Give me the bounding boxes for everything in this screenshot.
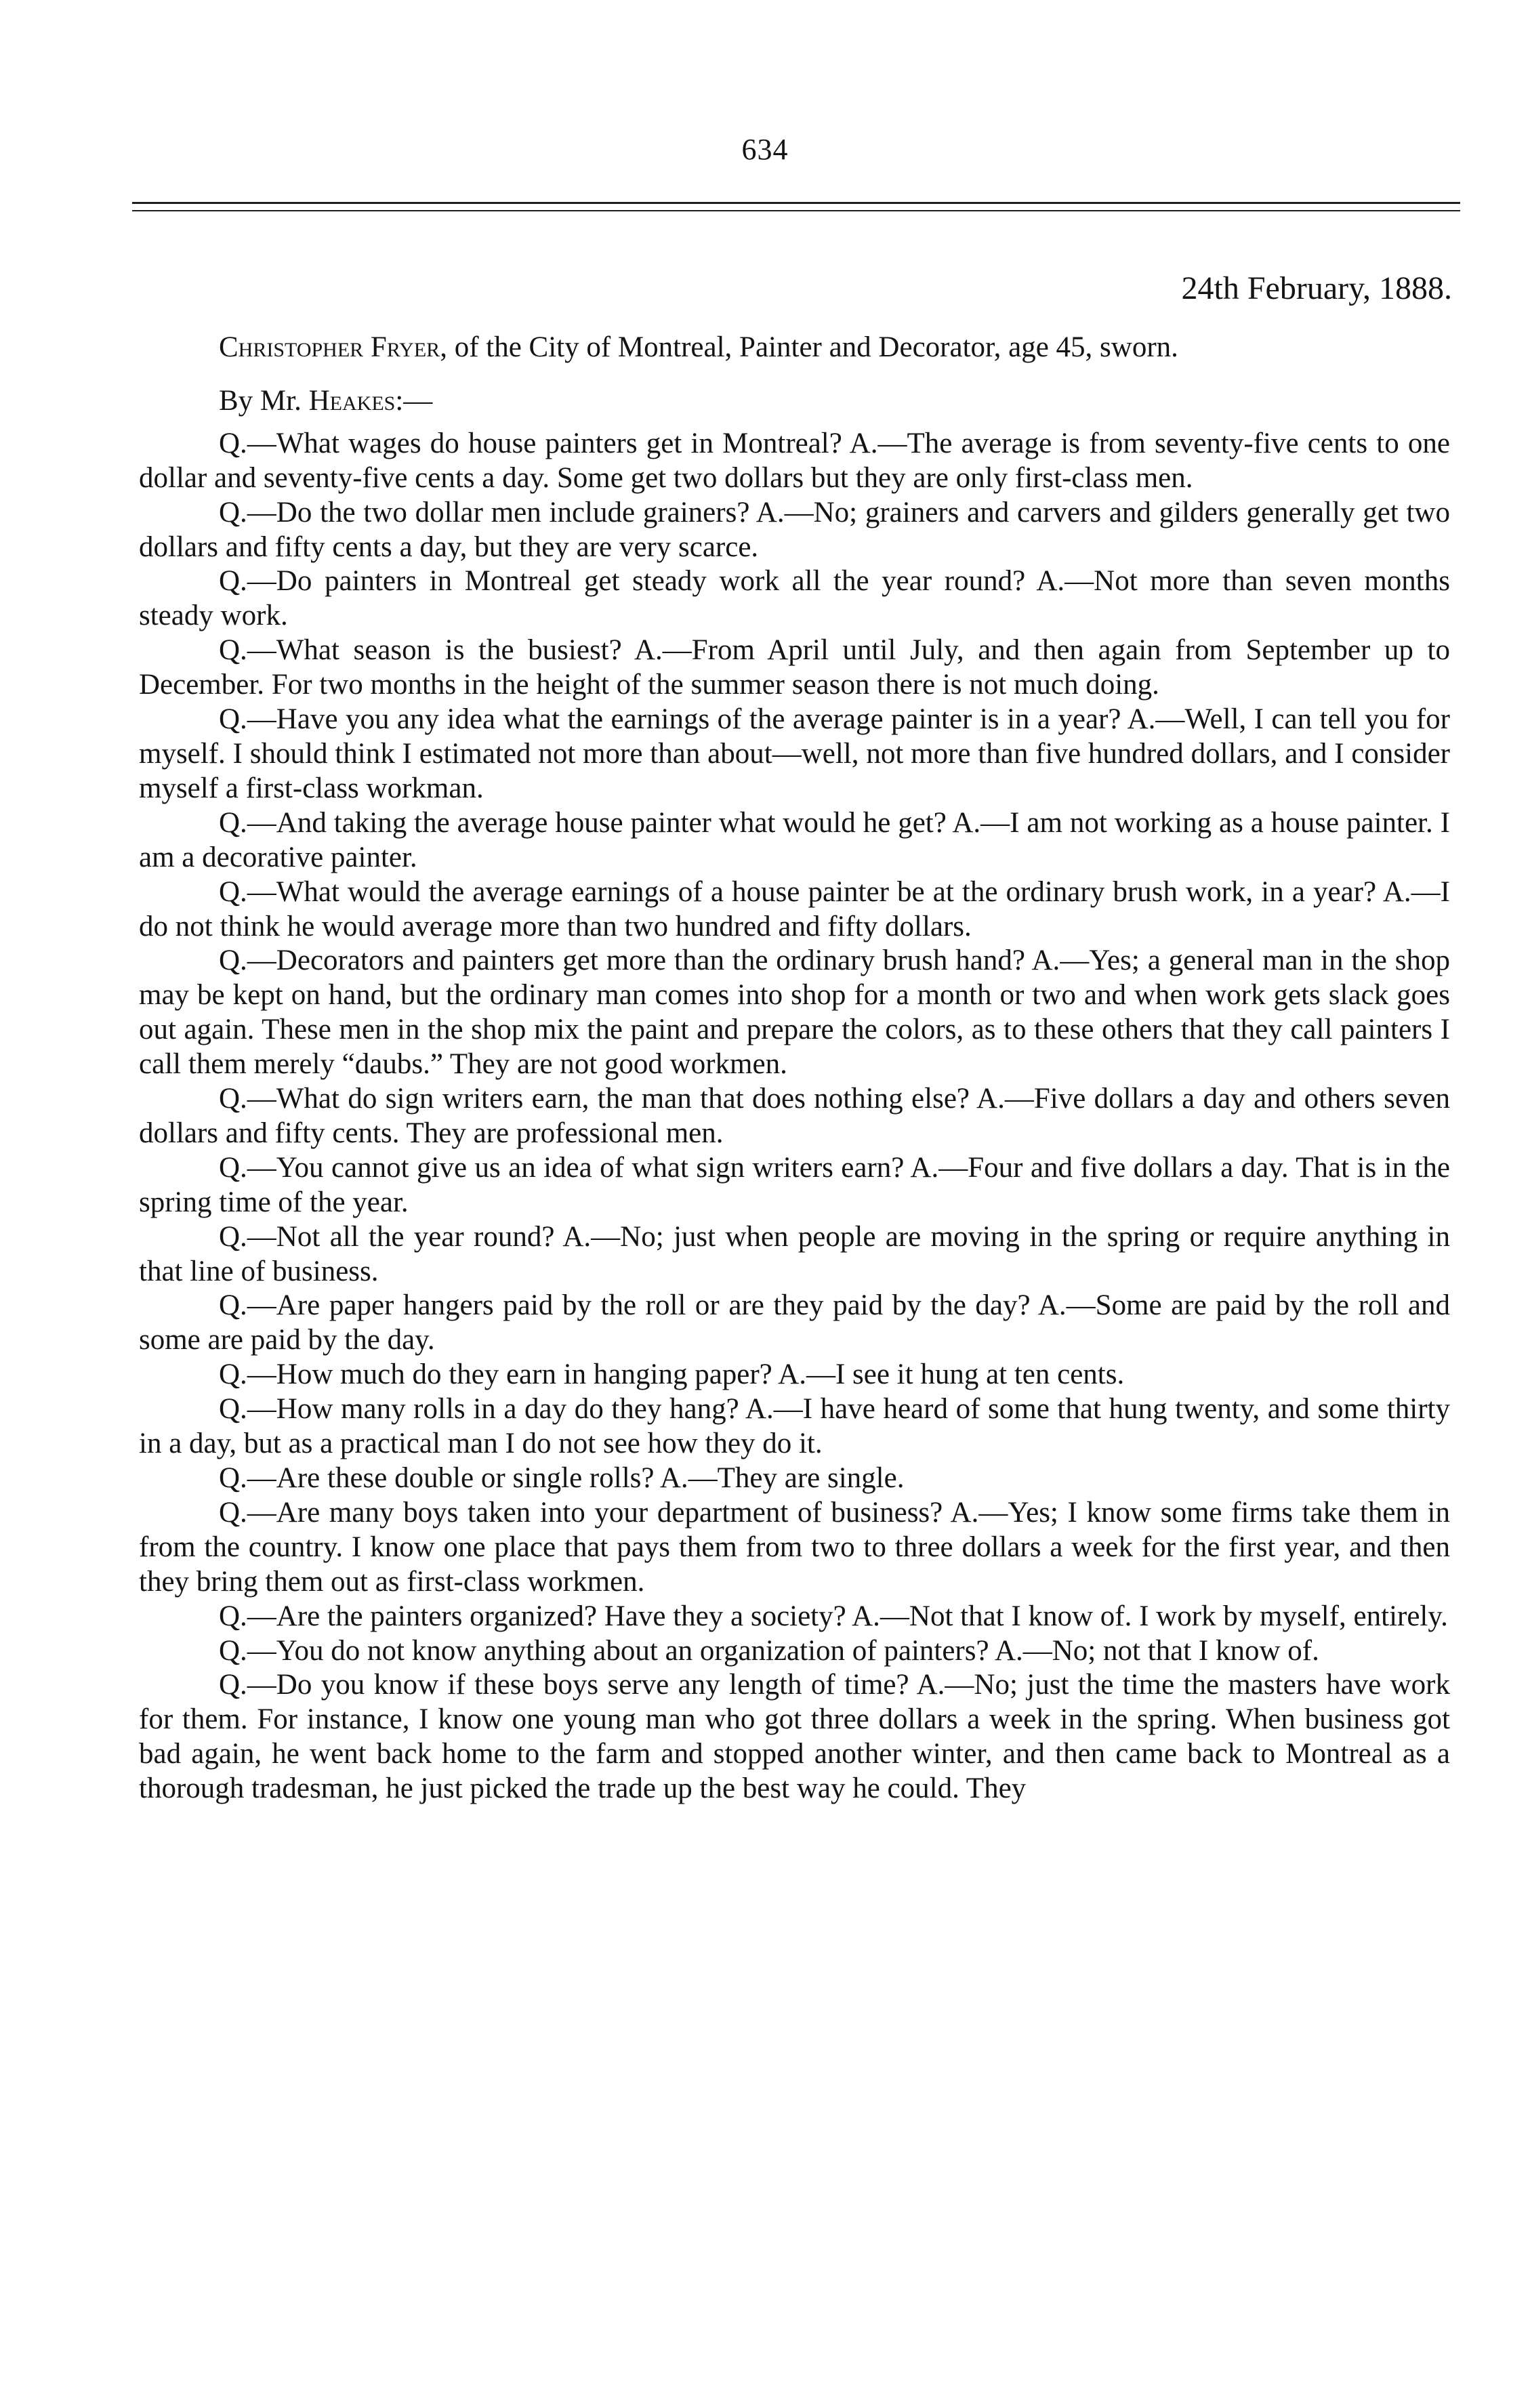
qa-paragraph: Q.—What do sign writers earn, the man that does nothing else? A.—Five dollars a day and others seven dollars and fifty cents. They are professional men. [139,1083,1450,1149]
examiner-name: Heakes [308,384,396,417]
witness-description: , of the City of Montreal, Painter and Decorator, age 45, sworn. [440,331,1178,363]
header-rule-thick [132,202,1460,204]
qa-paragraph: Q.—Not all the year round? A.—No; just when people are moving in the spring or require anything in that line of business. [139,1220,1450,1287]
qa-paragraph: Q.—Are many boys taken into your department of business? A.—Yes; I know some firms take them in from the country. I know one place that pays them from two to three dollars a week for the first year, and then they bring them out as first-class workmen. [139,1496,1450,1598]
witness-name: Christopher Fryer [219,331,440,363]
qa-paragraph: Q.—Are these double or single rolls? A.—They are single. [219,1462,905,1494]
page-number: 634 [741,133,789,166]
qa-paragraph: Q.—What season is the busiest? A.—From April until July, and then again from September up to December. For two months in the height of the summer season there is not much doing. [139,634,1450,701]
testimony-body [139,331,1450,1806]
qa-paragraph: Q.—What wages do house painters get in Montreal? A.—The average is from seventy-five cents to one dollar and seventy-five cents a day. Some get two dollars but they are only first-class men. [139,427,1450,494]
dateline: 24th February, 1888. [1181,270,1452,306]
header-rule-thin [132,210,1460,211]
qa-paragraph: Q.—Decorators and painters get more than the ordinary brush hand? A.—Yes; a general man in the shop may be kept on hand, but the ordinary man comes into shop for a month or two and when work gets slack goes out again. These men in the shop mix the paint and prepare the colors, as to these others that they call painters I call them merely “daubs.” They are not good workmen. [139,944,1450,1081]
qa-paragraph: Q.—What would the average earnings of a house painter be at the ordinary brush work, in a year? A.—I do not think he would average more than two hundred and fifty dollars. [139,875,1450,942]
qa-paragraph: Q.—Are paper hangers paid by the roll or are they paid by the day? A.—Some are paid by the roll and some are paid by the day. [139,1289,1450,1356]
qa-paragraph: Q.—And taking the average house painter what would he get? A.—I am not working as a house painter. I am a decorative painter. [139,806,1450,873]
qa-paragraph: Q.—You do not know anything about an organization of painters? A.—No; not that I know of. [219,1634,1319,1667]
qa-paragraph: Q.—Do you know if these boys serve any length of time? A.—No; just the time the masters have work for them. For instance, I know one young man who got three dollars a week in the spring. When business got bad again, he went back home to the farm and stopped another winter, and then came back to Montreal as a thorough tradesman, he just picked the trade up the best way he could. They [139,1669,1450,1805]
qa-paragraph: Q.—Are the painters organized? Have they a society? A.—Not that I know of. I work by myself, entirely. [219,1600,1448,1632]
examiner-prefix: By Mr. [219,384,309,417]
examiner-suffix: :— [395,384,433,417]
qa-paragraph: Q.—Do painters in Montreal get steady work all the year round? A.—Not more than seven months steady work. [139,565,1450,632]
examiner-line [139,384,1450,419]
qa-paragraph: Q.—You cannot give us an idea of what sign writers earn? A.—Four and five dollars a day. That is in the spring time of the year. [139,1151,1450,1218]
qa-paragraph: Q.—How much do they earn in hanging paper? A.—I see it hung at ten cents. [219,1358,1125,1391]
qa-paragraph: Q.—Have you any idea what the earnings of the average painter is in a year? A.—Well, I can tell you for myself. I should think I estimated not more than about—well, not more than five hundred dollars, and I consider myself a first-class workman. [139,703,1450,804]
qa-paragraph: Q.—How many rolls in a day do they hang? A.—I have heard of some that hung twenty, and some thirty in a day, but as a practical man I do not see how they do it. [139,1393,1450,1460]
qa-paragraph: Q.—Do the two dollar men include grainers? A.—No; grainers and carvers and gilders generally get two dollars and fifty cents a day, but they are very scarce. [139,496,1450,563]
witness-intro [139,331,1450,365]
